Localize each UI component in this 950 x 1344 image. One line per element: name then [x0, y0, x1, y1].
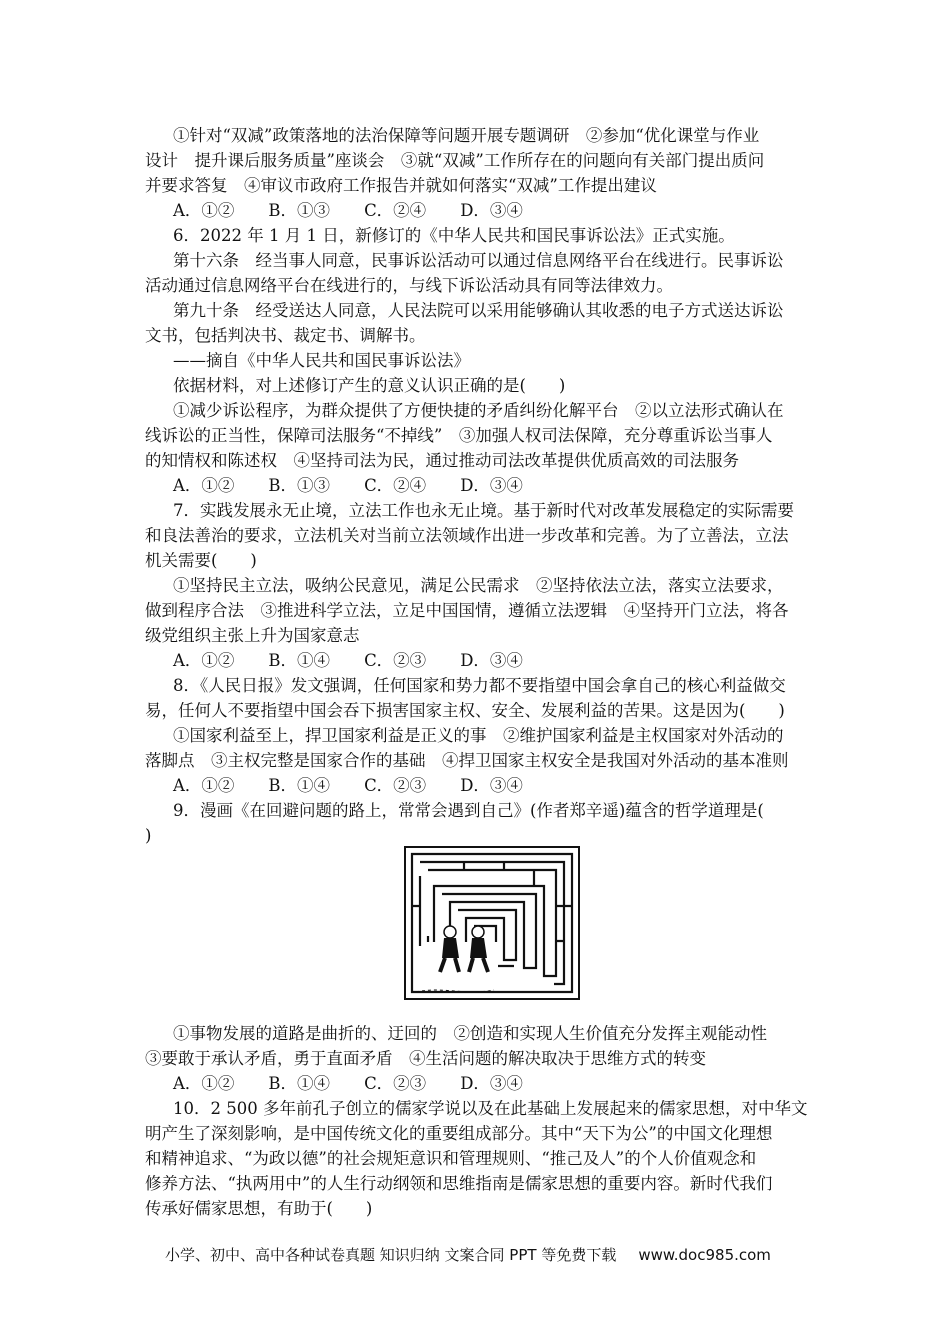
q6-line-3: 活动通过信息网络平台在线进行的，与线下诉讼活动具有同等法律效力。	[145, 276, 673, 295]
q6-source: ——摘自《中华人民共和国民事诉讼法》	[173, 351, 470, 370]
q9-option-b: B．①④	[268, 1074, 331, 1093]
q7-choices-3: 级党组织主张上升为国家意志	[145, 626, 360, 645]
q8-option-c: C．②③	[364, 776, 427, 795]
q7-stem-2: 和良法善治的要求，立法机关对当前立法领域作出进一步改革和完善。为了立善法，立法	[145, 526, 789, 545]
q6-line-5: 文书，包括判决书、裁定书、调解书。	[145, 326, 426, 345]
q6-option-b: B．①③	[268, 476, 331, 495]
q9-option-a: A．①②	[173, 1074, 235, 1093]
q10-stem-1: 10．2 500 多年前孔子创立的儒家学说以及在此基础上发展起来的儒家思想，对中华文	[173, 1099, 808, 1118]
q10-stem-2: 明产生了深刻影响，是中国传统文化的重要组成部分。其中“天下为公”的中国文化理想	[145, 1124, 773, 1143]
q7-stem-3: 机关需要( )	[145, 551, 257, 570]
q7-choices-1: ①坚持民主立法，吸纳公民意见，满足公民需求 ②坚持依法立法，落实立法要求，	[173, 576, 784, 595]
q5-option-b: B．①③	[268, 201, 331, 220]
maze-cartoon-image	[404, 846, 580, 1000]
q6-stem: 6．2022 年 1 月 1 日，新修订的《中华人民共和国民事诉讼法》正式实施。	[173, 226, 735, 245]
q7-options	[173, 649, 557, 673]
q8-choices-2: 落脚点 ③主权完整是国家合作的基础 ④捍卫国家主权安全是我国对外活动的基本准则	[145, 751, 789, 770]
q7-option-d: D．③④	[460, 651, 523, 670]
q6-options	[173, 474, 557, 498]
q5-option-a: A．①②	[173, 201, 235, 220]
q8-choices-1: ①国家利益至上，捍卫国家利益是正义的事 ②维护国家利益是主权国家对外活动的	[173, 726, 784, 745]
q9-option-d: D．③④	[460, 1074, 523, 1093]
q5-line-2: 设计 提升课后服务质量”座谈会 ③就“双减”工作所存在的问题向有关部门提出质问	[145, 151, 765, 170]
q10-stem-5: 传承好儒家思想，有助于( )	[145, 1199, 373, 1218]
q9-stem-2: )	[145, 826, 152, 845]
q8-stem-2: 易，任何人不要指望中国会吞下损害国家主权、安全、发展利益的苦果。这是因为( )	[145, 701, 785, 720]
q10-stem-4: 修养方法、“执两用中”的人生行动纲领和思维指南是儒家思想的重要内容。新时代我们	[145, 1174, 773, 1193]
q6-option-a: A．①②	[173, 476, 235, 495]
q7-choices-2: 做到程序合法 ③推进科学立法，立足中国国情，遵循立法逻辑 ④坚持开门立法，将各	[145, 601, 789, 620]
q6-choices-2: 线诉讼的正当性，保障司法服务“不掉线” ③加强人权司法保障，充分尊重诉讼当事人	[145, 426, 773, 445]
q8-option-d: D．③④	[460, 776, 523, 795]
q6-line-4: 第九十条 经受送达人同意，人民法院可以采用能够确认其收悉的电子方式送达诉讼	[173, 301, 784, 320]
q6-line-2: 第十六条 经当事人同意，民事诉讼活动可以通过信息网络平台在线进行。民事诉讼	[173, 251, 784, 270]
q9-stem-1: 9．漫画《在回避问题的路上，常常会遇到自己》(作者郑辛遥)蕴含的哲学道理是(	[173, 801, 764, 820]
footer-text: 小学、初中、高中各种试卷真题 知识归纳 文案合同 PPT 等免费下载	[165, 1246, 617, 1264]
q9-choices-1: ①事物发展的道路是曲折的、迂回的 ②创造和实现人生价值充分发挥主观能动性	[173, 1024, 767, 1043]
q5-line-1: ①针对“双减”政策落地的法治保障等问题开展专题调研 ②参加“优化课堂与作业	[173, 126, 760, 145]
q8-stem-1: 8．《人民日报》发文强调，任何国家和势力都不要指望中国会拿自己的核心利益做交	[173, 676, 786, 695]
q10-stem-3: 和精神追求、“为政以德”的社会规矩意识和管理规则、“推己及人”的个人价值观念和	[145, 1149, 757, 1168]
q6-choices-3: 的知情权和陈述权 ④坚持司法为民，通过推动司法改革提供优质高效的司法服务	[145, 451, 739, 470]
q7-option-b: B．①④	[268, 651, 331, 670]
q8-options	[173, 774, 557, 798]
q5-line-3: 并要求答复 ④审议市政府工作报告并就如何落实“双减”工作提出建议	[145, 176, 657, 195]
q6-option-d: D．③④	[460, 476, 523, 495]
q6-option-c: C．②④	[364, 476, 427, 495]
page-footer	[165, 1244, 771, 1265]
footer-url[interactable]: www.doc985.com	[638, 1246, 771, 1264]
q8-option-a: A．①②	[173, 776, 235, 795]
q5-option-d: D．③④	[460, 201, 523, 220]
q7-stem-1: 7．实践发展永无止境，立法工作也永无止境。基于新时代对改革发展稳定的实际需要	[173, 501, 794, 520]
q6-question: 依据材料，对上述修订产生的意义认识正确的是( )	[173, 376, 566, 395]
q7-option-a: A．①②	[173, 651, 235, 670]
q7-option-c: C．②③	[364, 651, 427, 670]
q9-option-c: C．②③	[364, 1074, 427, 1093]
q5-options	[173, 199, 557, 223]
q5-option-c: C．②④	[364, 201, 427, 220]
q9-choices-2: ③要敢于承认矛盾，勇于直面矛盾 ④生活问题的解决取决于思维方式的转变	[145, 1049, 706, 1068]
q9-options	[173, 1072, 557, 1096]
q8-option-b: B．①④	[268, 776, 331, 795]
q6-choices-1: ①减少诉讼程序，为群众提供了方便快捷的矛盾纠纷化解平台 ②以立法形式确认在	[173, 401, 784, 420]
